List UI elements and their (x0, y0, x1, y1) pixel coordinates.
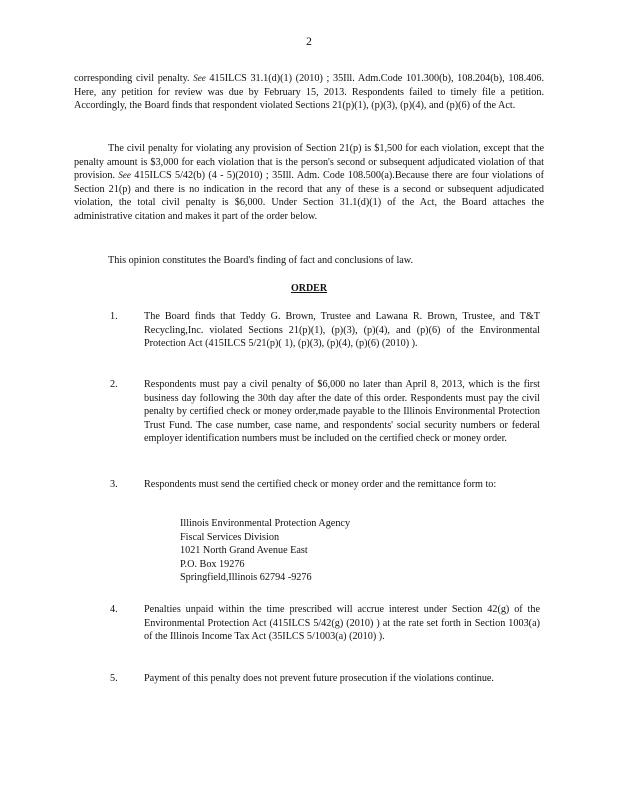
order-item-text: Respondents must pay a civil penalty of $6,000 no later than April 8, 2013, which is the first business day following the 30th day after the date of this order. Respondents must pay the civil penalty by certified check or money order,made payable to the Illinois Environmental Protection Trust Fund. The case number, case name, and respondents' social security numbers or federal employer identification numbers must be included on the certified check or money order. (144, 379, 540, 444)
order-item-number: 2. (110, 379, 118, 390)
order-item-number: 4. (110, 604, 118, 615)
order-item-text: Payment of this penalty does not prevent future prosecution if the violations continue. (144, 673, 494, 684)
paragraph-1 (74, 72, 544, 113)
address-line: Springfield,Illinois 62794 -9276 (180, 572, 312, 584)
order-heading (0, 283, 618, 294)
order-item-number: 1. (110, 311, 118, 322)
paragraph-3 (74, 254, 544, 268)
paragraph-1-text-a: corresponding civil penalty. (74, 73, 190, 84)
order-item-4 (110, 603, 540, 644)
order-item-2 (110, 378, 540, 446)
paragraph-2 (74, 142, 544, 223)
page-number: 2 (306, 36, 312, 48)
order-item-5 (110, 672, 540, 686)
see-signal: See (193, 73, 206, 83)
paragraph-2-text-b: 415ILCS 5/42(b) (4 - 5)(2010) ; 35Ill. Adm. Code 108.500(a).Because there are four violations of Section 21(p) and there is no indication in the record that any of these is a second or subsequent adjudicated violation, the total civil penalty is $6,000. Under Section 31.1(d)(1) of the Act, the Board attaches the administrative citation and makes it part of the order below. (74, 170, 544, 222)
paragraph-2-text-a: The civil penalty for violating any provision of Section 21(p) is $1,500 for each violation, except that the penalty amount is $3,000 for each violation that is the person's second or subsequent adjudicated violation of that provision. (74, 143, 544, 181)
paragraph-3-text: This opinion constitutes the Board's finding of fact and conclusions of law. (108, 255, 414, 266)
order-item-text: The Board finds that Teddy G. Brown, Trustee and Lawana R. Brown, Trustee, and T&T Recycling,Inc. violated Sections 21(p)(1), (p)(3), (p)(4), and (p)(6) of the Environmental Protection Act (415ILCS 5/21(p)( 1), (p)(3), (p)(4), (p)(6) (2010) ). (144, 311, 540, 349)
remittance-address (180, 517, 350, 585)
order-item-number: 3. (110, 479, 118, 490)
order-item-number: 5. (110, 673, 118, 684)
order-item-3 (110, 478, 540, 492)
address-line: Illinois Environmental Protection Agency (180, 518, 351, 529)
see-signal: See (118, 170, 131, 180)
address-line: Fiscal Services Division (180, 531, 280, 543)
order-item-1 (110, 310, 540, 351)
address-line: 1021 North Grand Avenue East (180, 545, 308, 557)
order-item-text: Penalties unpaid within the time prescribed will accrue interest under Section 42(g) of the Environmental Protection Act (415ILCS 5/42(g) (2010) ) at the rate set forth in Section 1003(a) of the Illinois Income Tax Act (35ILCS 5/1003(a) (2010) ). (144, 604, 540, 642)
paragraph-1-text-b: 415ILCS 31.1(d)(1) (2010) ; 35Ill. Adm.Code 101.300(b), 108.204(b), 108.406. Here, any petition for review was due by February 15, 2013. Respondents failed to timely file a petition. Accordingly, the Board finds that respondent violated Sections 21(p)(1), (p)(3), (p)(4), and (p)(6) of the Act. (74, 73, 545, 111)
address-line: P.O. Box 19276 (180, 558, 245, 570)
order-heading-text: ORDER (290, 283, 328, 294)
order-item-text: Respondents must send the certified check or money order and the remittance form to: (144, 479, 497, 490)
